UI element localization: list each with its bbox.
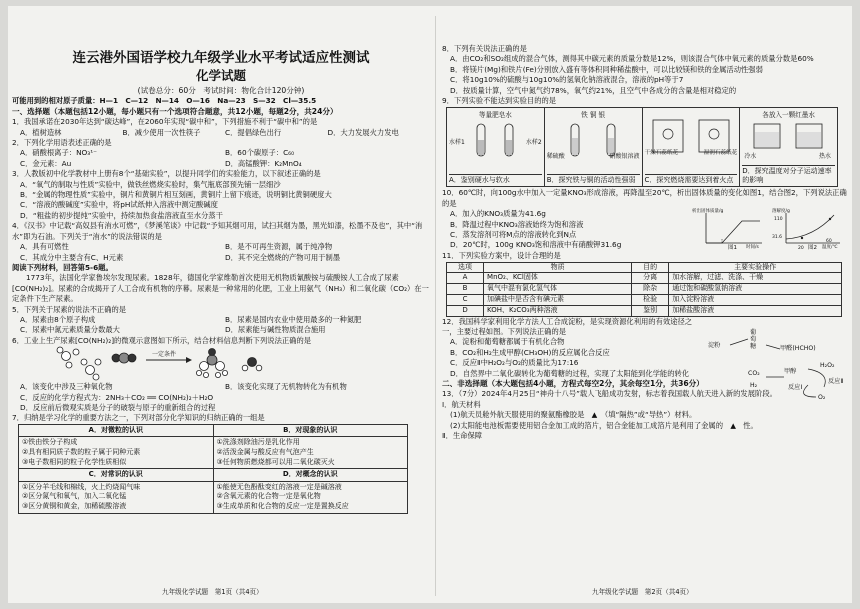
q11-cell: D — [447, 305, 484, 316]
q11-cell: 加水溶解，过滤、洗涤、干燥 — [669, 273, 842, 284]
reading-passage: 1773年，法国化学家鲁埃尔发现尿素。1828年，德国化学家维勒首次使用无机物质氰酸铵与硫酸铵人工合成了尿素[CO(NH₂)₂]。尿素的合成揭开了人工合成有机物的序幕。尿素是一种常用的化肥，工业上用氨气（NH₃）和二氧化碳（CO₂）在一定条件下生产尿素。 — [12, 273, 429, 304]
q11-cell: C — [447, 295, 484, 306]
question-9-experiments — [446, 107, 838, 187]
option: C．尿素中氮元素质量分数最大 — [20, 325, 120, 335]
table-row — [447, 284, 842, 295]
question-5: 5．下列关于尿素的说法不正确的是 — [12, 304, 127, 314]
option: B．将镁片(Mg)和铁片(Fe)分别放入盛有等体积同种稀盐酸中，可以比较镁和铁的金属活动性强弱 — [450, 64, 763, 74]
q7-cell-c — [19, 481, 214, 513]
exp-label: 水样2 — [525, 139, 542, 147]
exam-sheet — [8, 6, 852, 603]
option: A．尿素由8个原子构成 — [20, 314, 96, 324]
q11-cell: KOH、K₂CO₃两种溶液 — [484, 305, 632, 316]
question-10: 10．60℃时，向100g水中加入一定量KNO₃形成溶液，再降温至20℃，析出固体质量的变化如图1，结合图2，下列说法正确的是 — [442, 188, 847, 208]
graph-2-mark: 20 — [798, 246, 804, 252]
fig-o2: O₂ — [818, 393, 826, 401]
option: D．按质量计算，空气中氮气约78%，氧气约21%，且空气中各成分的含量是相对稳定的 — [450, 85, 737, 95]
option: A．加入的KNO₃质量为41.6g — [450, 209, 546, 219]
option: B．CO₂和H₂生成甲醇(CH₃OH)的反应属化合反应 — [450, 347, 610, 357]
exp-label: 干燥石蕊纸花 — [644, 150, 679, 157]
q11-cell: 鉴别 — [632, 305, 669, 316]
exp-caption: D．探究温度对分子运动速率的影响 — [742, 165, 835, 185]
option: A．植树造林 — [20, 127, 62, 137]
q7-head-c: C．对常识的认识 — [19, 469, 214, 482]
option: D．尿素能与碱性物质混合施用 — [225, 325, 326, 335]
option: D．反应前后微观实质是分子的破裂与原子的重新组合的过程 — [20, 402, 216, 412]
exp-top-label: 等量肥皂水 — [478, 111, 512, 120]
q11-header: 主要实验操作 — [669, 262, 842, 273]
fig-reaction-1: 反应Ⅰ — [788, 383, 803, 391]
exp-caption: B．探究铁与铜的活动性强弱 — [547, 174, 640, 185]
option: B．“金属的物理性质”实验中，铜片和黄铜片相互刻画，黄铜片上留下痕迹，说明铜比黄铜硬度大 — [20, 190, 332, 200]
exam-subtitle: 化学试题 — [195, 68, 246, 83]
exp-label: 热水 — [818, 153, 831, 161]
water-beakers-icon — [740, 120, 836, 152]
q7-item: ③生成单质和化合物的反应一定是置换反应 — [216, 501, 349, 510]
question-5-options — [12, 315, 430, 336]
question-13: 13．（7分）2024年4月25日“神舟十八号”载人飞船成功发射，标志着我国载人航天进入新的发展阶段。 — [442, 389, 777, 399]
question-7: 7．归纳是学习化学的重要方法之一，下列对部分化学知识的归纳正确的一组是 — [12, 413, 265, 423]
option: B．该变化实现了无机物转化为有机物 — [225, 382, 347, 392]
graph-1-title: 图1 — [728, 245, 737, 252]
option: C．“溶液的酸碱度”实验中，将pH试纸伸入溶液中测定酸碱度 — [20, 200, 218, 210]
graph-2-mark: 60 — [826, 239, 832, 245]
fig-h2o2: H₂O₂ — [820, 361, 835, 369]
option: B．减少使用一次性筷子 — [122, 127, 201, 137]
question-4: 4．《汉书》中记载“高奴县有洧水可燃”，《梦溪笔谈》中记载“予知其烟可用，试扫其烟为墨，黑光如漆，松墨不及也”，其中“洧水”即为石油。下列关于“洧水”的说法错误的是 — [12, 221, 423, 241]
graph-1-xlabel: 时间/s — [746, 245, 759, 251]
q7-cell-b — [213, 437, 408, 469]
section-2-heading: 二、非选择题（本大题包括4小题，方程式每空2分，其余每空1分，共36分） — [442, 379, 704, 389]
question-12-options — [442, 337, 702, 379]
q11-cell: 除杂 — [632, 284, 669, 295]
question-1: 1．我国承诺在2030年达到“碳达峰”，在2060年实现“碳中和”，下列措施不利于“碳中和”的是 — [12, 117, 318, 127]
question-9: 9．下列实验不能达到实验目的的是 — [442, 96, 557, 106]
option: C．提倡绿色出行 — [225, 127, 282, 137]
q7-item: ②具有相同质子数的粒子属于同种元素 — [22, 447, 141, 456]
option: D．“粗盐的初步提纯”实验中，持续加热食盐溶液直至水分蒸干 — [20, 210, 223, 220]
option: B．尿素是国内农业中使用最多的一种氮肥 — [225, 314, 362, 324]
q12-process-diagram — [708, 327, 848, 403]
fig-co2: CO₂ — [748, 369, 760, 377]
question-2-options — [12, 148, 430, 169]
q7-item: ③区分黄铜和黄金，加稀硫酸溶液 — [22, 501, 127, 510]
q11-cell: A — [447, 273, 484, 284]
q7-item: ③电子数相同的粒子化学性质相似 — [22, 457, 127, 466]
question-2: 2．下列化学用语表述正确的是 — [12, 138, 112, 148]
question-11-table — [446, 262, 842, 317]
question-1-options — [12, 128, 430, 138]
fig-h2: H₂ — [750, 381, 758, 389]
q13-part-2: Ⅱ．生命保障 — [442, 431, 483, 441]
question-7-table — [18, 424, 408, 514]
q11-cell: 检验 — [632, 295, 669, 306]
right-page — [442, 6, 848, 603]
question-3: 3．人教版初中化学教材中上册有8个“基础实验”，以提升同学们的实验能力，以下叙述正确的是 — [12, 169, 321, 179]
q11-cell: MnO₂、KCl固体 — [484, 273, 632, 284]
q7-cell-a — [19, 437, 214, 469]
question-12: 12．我国科学家利用化学方法人工合成淀粉，是实现资源化利用的有效途径之一，主要过程如图。下列说法正确的是 — [442, 316, 693, 337]
exp-label: 冷水 — [744, 153, 757, 161]
q7-cell-d — [213, 481, 408, 513]
q11-cell: 加碘盐中是否含有碘元素 — [484, 295, 632, 306]
atomic-masses: 可能用到的相对原子质量：H—1 C—12 N—14 O—16 Na—23 S—32 Cl—35.5 — [12, 96, 317, 106]
option: D．高锰酸钾：K₂MnO₄ — [225, 158, 302, 168]
graph-1-ylabel: 析出固体质量/g — [692, 209, 724, 215]
question-10-graphs — [692, 209, 848, 251]
question-11: 11．下列实验方案中，设计合理的是 — [442, 251, 561, 261]
q6-molecule-diagram — [12, 346, 430, 382]
option: C．反应的化学方程式为：2NH₃＋CO₂ ══ CO(NH₂)₂＋H₂O — [20, 392, 214, 402]
q7-head-d: D．对概念的认识 — [213, 469, 408, 482]
exp-label: 稀硫酸 — [546, 153, 565, 161]
graph-2-title: 图2 — [808, 245, 817, 252]
option: C．金元素：Au — [20, 158, 72, 168]
option: D．大力发展火力发电 — [327, 127, 399, 137]
option: A．该变化中涉及三种氧化物 — [20, 382, 113, 392]
fig-reaction-2: 反应Ⅱ — [828, 377, 844, 385]
q11-header: 物质 — [484, 262, 632, 273]
option: A．硝酸根离子：NO₃¹⁻ — [20, 148, 97, 158]
table-row — [447, 305, 842, 316]
q11-cell: 分离 — [632, 273, 669, 284]
q13-sub-1: (1)航天员舱外航天服使用的聚氨酯橡胶是 ▲ （填“隔热”或“导热”）材料。 — [450, 410, 697, 420]
option: B．60个碳原子：C₆₀ — [225, 148, 295, 158]
page-footer-right: 九年级化学试题 第2页（共4页） — [592, 587, 693, 596]
q7-item: ①铁由铁分子构成 — [22, 438, 78, 447]
experiment-d — [740, 108, 837, 186]
option: B．降温过程中KNO₃溶液始终为饱和溶液 — [450, 219, 584, 229]
option: D．其不完全燃烧的产物可用于制墨 — [225, 252, 341, 262]
graph-2-mark: 31.6 — [772, 235, 783, 241]
section-1-heading: 一、选择题（本题包括12小题，每小题只有一个选项符合题意，共12小题，每题2分，共24分） — [12, 106, 338, 116]
q11-header: 目的 — [632, 262, 669, 273]
experiment-c — [643, 108, 741, 186]
option: D．20℃时，100g KNO₃饱和溶液中有硝酸钾31.6g — [450, 240, 622, 250]
exp-label: 硝酸银溶液 — [609, 153, 640, 161]
q11-cell: 加稀盐酸溶液 — [669, 305, 842, 316]
option: C．反应Ⅱ中H₂O₂与O₂的质量比为17:16 — [450, 358, 579, 368]
left-page — [12, 6, 430, 603]
option: D．自然界中二氧化碳转化为葡萄糖的过程，实现了太阳能到化学能的转化 — [450, 368, 690, 378]
option: A．具有可燃性 — [20, 242, 69, 252]
q6-arrow-label: 一定条件 — [152, 351, 177, 359]
q7-item: ③任何物质燃烧都可以用二氧化碳灭火 — [216, 457, 335, 466]
graph-2-ylabel: 溶解度/g — [772, 209, 790, 215]
table-row — [447, 273, 842, 284]
q7-head-b: B．对现象的认识 — [213, 424, 408, 437]
q11-cell: 通过饱和碳酸氢钠溶液 — [669, 284, 842, 295]
q11-header: 选项 — [447, 262, 484, 273]
experiment-b — [545, 108, 643, 186]
page-fold — [435, 16, 436, 596]
option: C．蒸发溶剂可将M点的溶液转化到N点 — [450, 230, 577, 240]
q13-sub-2: (2)太阳能电池板需要使用铝合金加工成的箔片，铝合金能加工成箔片是利用了金属的 ▲ 性。 — [450, 420, 758, 430]
graph-2-xlabel: 温度/℃ — [822, 245, 838, 251]
question-8: 8．下列有关说法正确的是 — [442, 44, 527, 53]
fig-formaldehyde: 甲醛(HCHO) — [780, 344, 816, 352]
option: A．淀粉和葡萄糖都属于有机化合物 — [450, 337, 565, 347]
q7-item: ②活泼金属与酸反应有气泡产生 — [216, 447, 314, 456]
question-6: 6．工业上生产尿素[CO(NH₂)₂]的微观示意图如下所示，结合材料信息判断下列说法正确的是 — [12, 335, 312, 345]
graph-2-mark: 110 — [774, 217, 783, 223]
option: A．由CO₂和SO₂组成的混合气体，测得其中碳元素的质量分数是12%，则该混合气体中氧元素的质量分数是60% — [450, 54, 814, 64]
question-10-options — [442, 209, 692, 251]
exp-caption: C．探究燃烧需要达到着火点 — [645, 174, 738, 185]
question-6-options — [12, 382, 430, 392]
option: A．“氧气的制取与性质”实验中，做铁丝燃烧实验时，集气瓶底部预先铺一层细沙 — [20, 179, 281, 189]
q11-cell: 氧气中混有氯化氢气体 — [484, 284, 632, 295]
exp-top-label: 铁 铜 银 — [581, 111, 606, 120]
fig-glucose: 葡萄糖 — [750, 328, 757, 350]
exam-info: (试卷总分：60分 考试时间：物化合计120分钟) — [137, 86, 305, 95]
reading-intro: 阅读下列材料，回答第5-6题。 — [12, 262, 113, 272]
exp-top-label: 各放入一颗红墨水 — [762, 111, 815, 120]
q7-item: ①洗涤剂除油污是乳化作用 — [216, 438, 300, 447]
option: C．其成分中主要含有C、H元素 — [20, 252, 124, 262]
q11-cell: B — [447, 284, 484, 295]
q13-part-1: Ⅰ．航天材料 — [442, 399, 481, 409]
option: B．是不可再生资源，属于纯净物 — [225, 242, 333, 252]
exp-caption: A．鉴别硬水与软水 — [449, 174, 542, 185]
table-row — [447, 295, 842, 306]
fig-methanol: 甲醇 — [784, 367, 797, 375]
option: C．将10g10%的硫酸与10g10%的氢氧化钠溶液混合，溶液的pH等于7 — [450, 75, 684, 85]
question-4-options — [12, 242, 430, 263]
q11-cell: 加入淀粉溶液 — [669, 295, 842, 306]
molecule-diagram-svg — [52, 346, 292, 382]
fig-starch: 淀粉 — [708, 341, 721, 349]
exp-label: 湿润石蕊纸花 — [703, 150, 738, 157]
q7-head-a: A．对微粒的认识 — [19, 424, 214, 437]
experiment-a — [447, 108, 545, 186]
q7-item: ②区分氮气和氧气，加入二氧化锰 — [22, 492, 127, 501]
q7-item: ②含氧元素的化合物一定是氧化物 — [216, 492, 321, 501]
q7-item: ①区分羊毛线和棉线，火上灼烧闻气味 — [22, 482, 141, 491]
page-footer-left: 九年级化学试题 第1页（共4页） — [162, 587, 263, 596]
exam-title: 连云港外国语学校九年级学业水平考试适应性测试 — [72, 50, 370, 66]
exp-label: 水样1 — [449, 139, 465, 147]
q7-item: ①能使无色酚酞变红的溶液一定是碱溶液 — [216, 482, 342, 491]
